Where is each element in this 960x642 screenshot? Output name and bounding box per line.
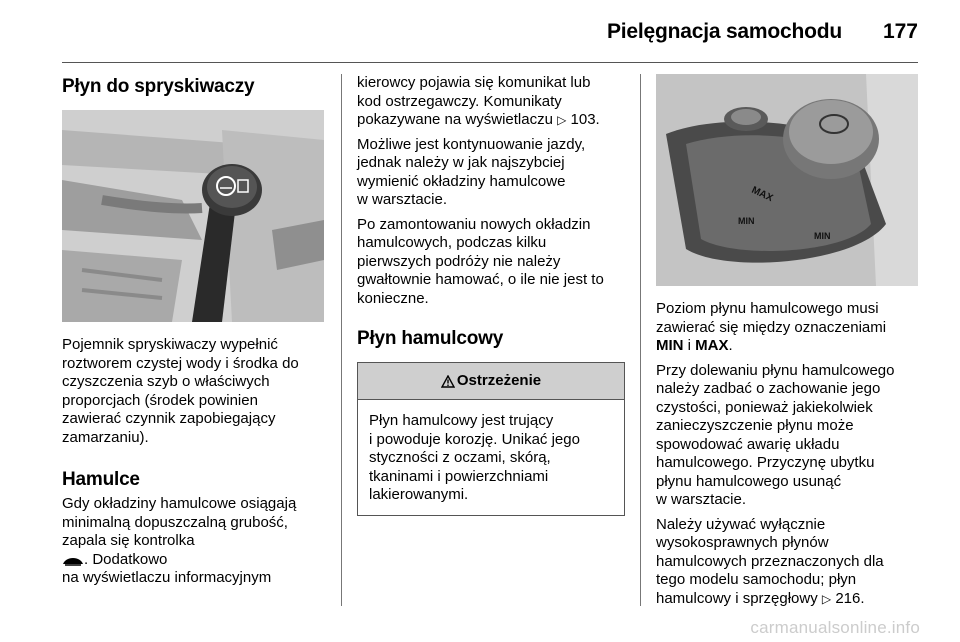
fluid-level-text: Poziom płynu hamulcowego musi zawierać się między oznaczeniami xyxy=(656,300,887,336)
page-number: 177 xyxy=(882,20,918,43)
topping-up-paragraph: Przy dolewaniu płynu hamulcowego należy zadbać o zachowanie jego czystości, ponieważ jakiekolwiek zanieczyszczenie płynu może spowodować awarię układu hamulcowego. Przyczynę ubytku płynu hamulcowego usunąć w warsztacie. xyxy=(656,361,895,508)
column-divider-2 xyxy=(640,74,641,606)
section-heading-brakes: Hamulce xyxy=(62,469,140,490)
page-reference-103[interactable]: 103. xyxy=(570,111,600,128)
warning-header xyxy=(358,363,624,400)
washer-paragraph: Pojemnik spryskiwaczy wypełnić roztworem czystej wody i środka do czyszczenia szyb o właściwych proporcjach (środek powinien zawierać czynnik zapobiegający zamarzaniu). xyxy=(62,336,299,446)
min-mark: MIN xyxy=(656,337,684,354)
period-text: . xyxy=(728,337,733,354)
new-pads-paragraph: Po zamontowaniu nowych okładzin hamulcowych, podczas kilku pierwszych podróży nie należy gwałtownie hamować, o ile nie jest to konieczne. xyxy=(357,215,604,307)
page-header-title: Pielęgnacja samochodu xyxy=(606,20,842,43)
warning-triangle-icon xyxy=(441,375,455,388)
column-3 xyxy=(656,74,918,614)
min-level-label-left: MIN xyxy=(738,216,755,226)
message-paragraph xyxy=(357,74,625,130)
fluid-spec-paragraph xyxy=(656,516,918,609)
fluid-spec-text: Należy używać wyłącznie wysokosprawnych płynów hamulcowych przeznaczonych dla tego modelu samochodu; płyn hamulcowy i sprzęgłowy xyxy=(656,515,884,607)
max-mark: MAX xyxy=(695,337,729,354)
column-divider-1 xyxy=(341,74,342,606)
reference-arrow-icon: ▷ xyxy=(821,591,832,606)
and-text: i xyxy=(683,337,696,354)
washer-reservoir-figure xyxy=(62,110,324,322)
brake-fluid-reservoir-figure xyxy=(656,74,918,286)
fluid-level-paragraph xyxy=(656,300,918,356)
min-level-label-right: MIN xyxy=(814,231,831,241)
page-reference-216[interactable]: 216. xyxy=(835,589,865,607)
watermark: carmanualsonline.info xyxy=(750,618,920,637)
section-heading-washer-fluid: Płyn do spryskiwaczy xyxy=(62,76,255,97)
max-level-label: MAX xyxy=(749,184,775,205)
message-text: kierowcy pojawia się komunikat lub kod ostrzegawczy. Komunikaty pokazywane na wyświetlaczu xyxy=(357,74,591,128)
brake-pad-warning-icon xyxy=(62,554,84,566)
column-1 xyxy=(62,74,328,594)
warning-title: Ostrzeżenie xyxy=(456,371,542,389)
warning-body xyxy=(358,400,624,515)
header-rule xyxy=(62,62,918,63)
warning-text: Płyn hamulcowy jest trujący i powoduje korozję. Unikać jego styczności z oczami, skórą, tkaninami i powierzchniami lakierowanymi. xyxy=(369,412,580,503)
brakes-text-after: . Dodatkowo na wyświetlaczu informacyjnym xyxy=(62,550,272,586)
brakes-text: Gdy okładziny hamulcowe osiągają minimalną dopuszczalną grubość, zapala się kontrolka xyxy=(62,495,297,549)
brakes-paragraph xyxy=(62,495,328,588)
warning-box xyxy=(357,362,625,516)
column-2 xyxy=(357,74,625,516)
reference-arrow-icon: ▷ xyxy=(557,113,567,127)
section-heading-brake-fluid: Płyn hamulcowy xyxy=(357,328,504,349)
continue-driving-paragraph: Możliwe jest kontynuowanie jazdy, jednak należy w jak najszybciej wymienić okładziny hamulcowe w warsztacie. xyxy=(357,135,586,208)
